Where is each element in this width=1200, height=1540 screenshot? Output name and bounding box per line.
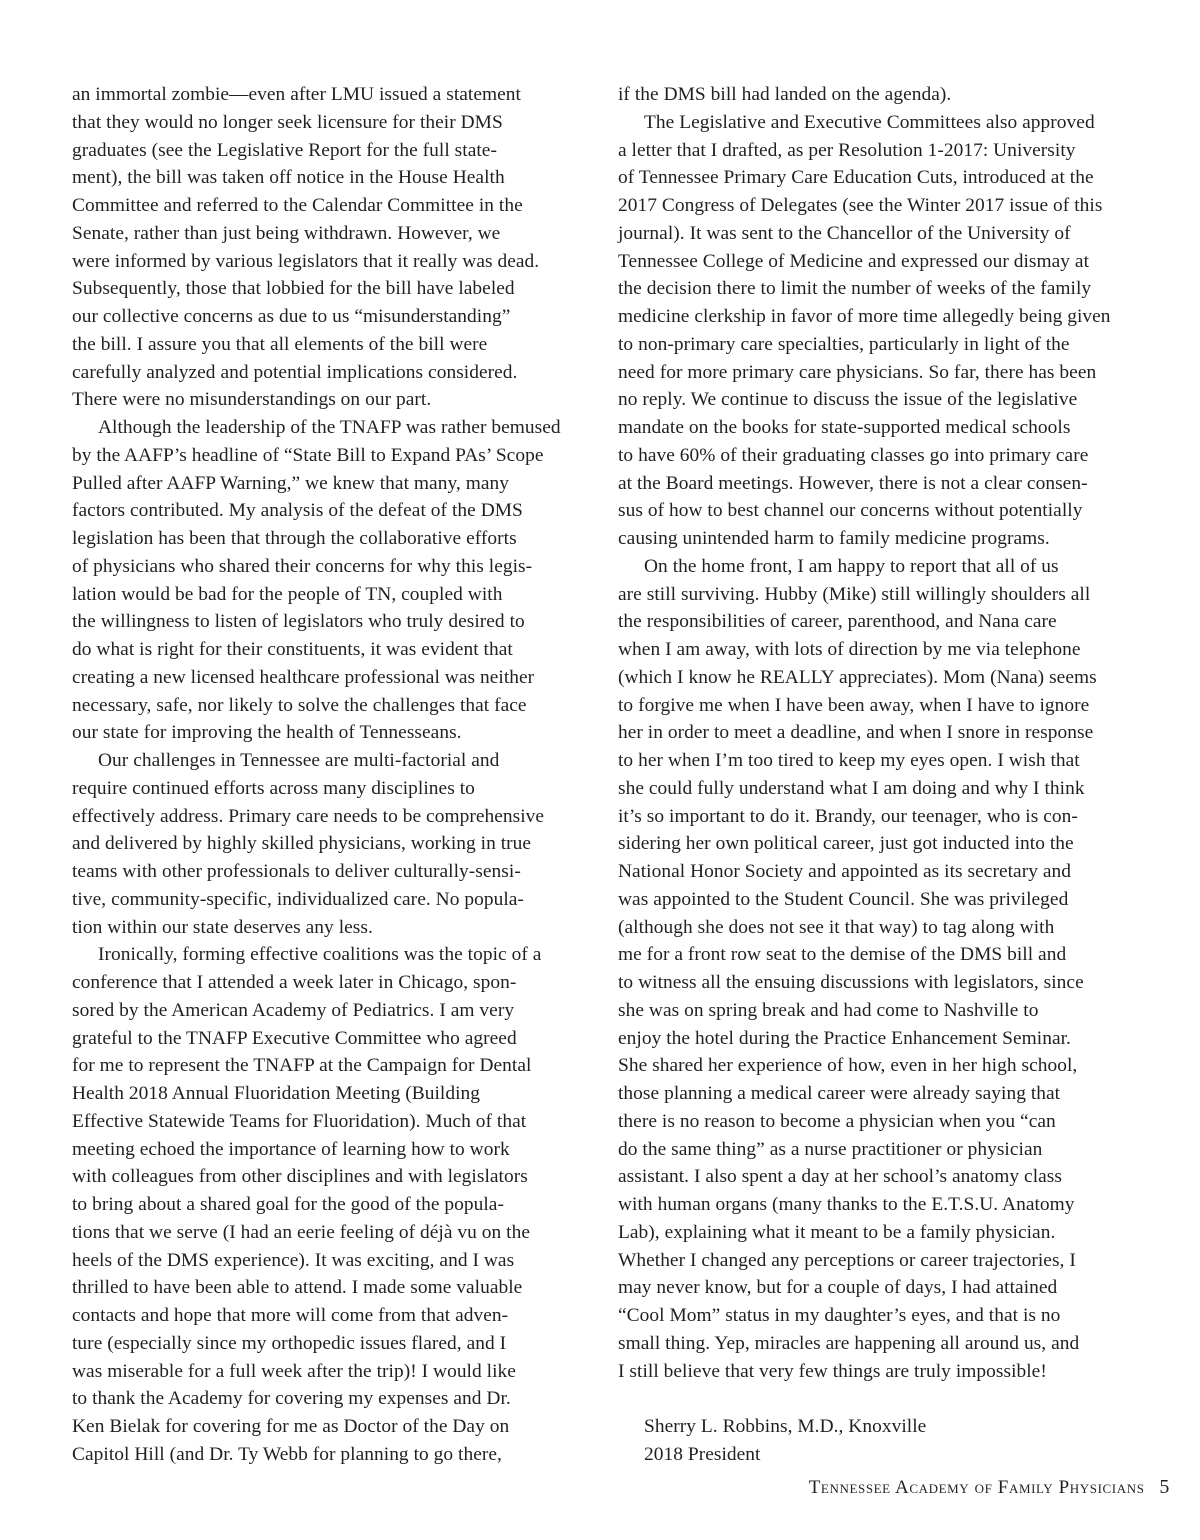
text-line: and delivered by highly skilled physicians, working in true: [72, 833, 532, 855]
text-line: carefully analyzed and potential implications considered.: [72, 361, 518, 383]
text-line: tive, community-specific, individualized care. No popula-: [72, 888, 524, 910]
right-column-body: [618, 81, 1128, 1385]
text-line: are still surviving. Hubby (Mike) still willingly shoulders all: [618, 583, 1091, 605]
text-line: Ironically, forming effective coalitions was the topic of a: [98, 944, 542, 966]
text-line: Although the leadership of the TNAFP was rather bemused: [98, 417, 561, 438]
text-line: legislation has been that through the collaborative efforts: [72, 528, 517, 549]
text-line: assistant. I also spent a day at her school’s anatomy class: [618, 1166, 1062, 1188]
text-line: ture (especially since my orthopedic issues flared, and I: [72, 1332, 507, 1354]
text-line: if the DMS bill had landed on the agenda).: [618, 84, 952, 105]
text-line: ment), the bill was taken off notice in the House Health: [72, 167, 505, 189]
text-line: she was on spring break and had come to Nashville to: [618, 999, 1039, 1021]
text-line: Pulled after AAFP Warning,” we knew that many, many: [72, 472, 510, 494]
text-line: to witness all the ensuing discussions with legislators, since: [618, 972, 1084, 993]
text-line: to thank the Academy for covering my expenses and Dr.: [72, 1388, 511, 1410]
text-line: heels of the DMS experience). It was exciting, and I was: [72, 1249, 515, 1271]
text-line: (which I know he REALLY appreciates). Mom (Nana) seems: [618, 666, 1097, 688]
text-line: the responsibilities of career, parenthood, and Nana care: [618, 611, 1057, 633]
text-line: tion within our state deserves any less.: [72, 916, 373, 938]
page-number: 5: [1159, 1476, 1170, 1498]
text-line: Whether I changed any perceptions or career trajectories, I: [618, 1249, 1076, 1271]
text-line: sored by the American Academy of Pediatrics. I am very: [72, 999, 515, 1021]
text-line: causing unintended harm to family medicine programs.: [618, 528, 1050, 549]
text-line: our collective concerns as due to us “misunderstanding”: [72, 306, 511, 327]
text-line: necessary, safe, nor likely to solve the challenges that face: [72, 694, 527, 716]
text-line: sus of how to best channel our concerns without potentially: [618, 500, 1083, 522]
text-line: that they would no longer seek licensure for their DMS: [72, 111, 503, 133]
text-line: for me to represent the TNAFP at the Campaign for Dental: [72, 1055, 532, 1077]
text-line: her in order to meet a deadline, and when I snore in response: [618, 722, 1094, 744]
text-line: the bill. I assure you that all elements of the bill were: [72, 333, 488, 355]
text-line: She shared her experience of how, even in her high school,: [618, 1055, 1078, 1077]
text-line: enjoy the hotel during the Practice Enhancement Seminar.: [618, 1027, 1071, 1049]
text-line: medicine clerkship in favor of more time allegedly being given: [618, 306, 1111, 327]
text-line: may never know, but for a couple of days, I had attained: [618, 1277, 1058, 1299]
text-line: thrilled to have been able to attend. I made some valuable: [72, 1277, 523, 1299]
text-line: tions that we serve (I had an eerie feeling of déjà vu on the: [72, 1221, 531, 1243]
text-line: sidering her own political career, just got inducted into the: [618, 833, 1074, 855]
text-line: me for a front row seat to the demise of the DMS bill and: [618, 944, 1067, 966]
text-line: when I am away, with lots of direction by me via telephone: [618, 639, 1081, 660]
text-line: to her when I’m too tired to keep my eyes open. I wish that: [618, 750, 1080, 771]
text-line: an immortal zombie—even after LMU issued a statement: [72, 84, 521, 105]
text-line: do what is right for their constituents, it was evident that: [72, 639, 513, 660]
signature-title: 2018 President: [644, 1443, 761, 1465]
text-line: to bring about a shared goal for the good of the popula-: [72, 1194, 504, 1215]
text-line: I still believe that very few things are truly impossible!: [618, 1360, 1047, 1382]
text-line: require continued efforts across many disciplines to: [72, 777, 475, 799]
text-line: no reply. We continue to discuss the issue of the legislative: [618, 389, 1078, 411]
text-line: effectively address. Primary care needs to be comprehensive: [72, 805, 545, 827]
text-line: Subsequently, those that lobbied for the bill have labeled: [72, 278, 515, 300]
text-line: Effective Statewide Teams for Fluoridation). Much of that: [72, 1110, 527, 1132]
text-line: Lab), explaining what it meant to be a family physician.: [618, 1221, 1056, 1243]
text-line: 2017 Congress of Delegates (see the Winter 2017 issue of this: [618, 195, 1103, 216]
text-line: our state for improving the health of Tennesseans.: [72, 722, 462, 744]
text-line: meeting echoed the importance of learning how to work: [72, 1138, 510, 1160]
footer-organization: Tennessee Academy of Family Physicians: [808, 1477, 1145, 1498]
right-column: [618, 81, 1128, 1469]
text-line: there is no reason to become a physician when you “can: [618, 1110, 1056, 1132]
text-line: with colleagues from other disciplines and with legislators: [72, 1166, 528, 1188]
text-line: Tennessee College of Medicine and expressed our dismay at: [618, 250, 1090, 272]
text-line: (although she does not see it that way) to tag along with: [618, 916, 1055, 938]
text-line: Our challenges in Tennessee are multi-factorial and: [98, 750, 500, 771]
text-line: with human organs (many thanks to the E.T.S.U. Anatomy: [618, 1194, 1075, 1215]
text-line: “Cool Mom” status in my daughter’s eyes, and that is no: [618, 1305, 1061, 1326]
text-line: was miserable for a full week after the trip)! I would like: [72, 1360, 516, 1382]
text-line: those planning a medical career were already saying that: [618, 1083, 1061, 1104]
text-line: Ken Bielak for covering for me as Doctor of the Day on: [72, 1416, 510, 1437]
text-line: contacts and hope that more will come from that adven-: [72, 1305, 509, 1326]
text-line: were informed by various legislators that it really was dead.: [72, 250, 540, 272]
text-line: of Tennessee Primary Care Education Cuts, introduced at the: [618, 167, 1094, 189]
text-line: need for more primary care physicians. So far, there has been: [618, 361, 1097, 383]
text-line: a letter that I drafted, as per Resolution 1-2017: University: [618, 139, 1076, 161]
text-line: she could fully understand what I am doing and why I think: [618, 777, 1085, 799]
text-line: Capitol Hill (and Dr. Ty Webb for planning to go there,: [72, 1443, 502, 1465]
text-line: factors contributed. My analysis of the defeat of the DMS: [72, 500, 523, 522]
text-line: National Honor Society and appointed as its secretary and: [618, 861, 1072, 882]
text-line: do the same thing” as a nurse practitioner or physician: [618, 1138, 1043, 1160]
signature-block: [618, 1413, 1128, 1469]
text-line: teams with other professionals to deliver culturally-sensi-: [72, 861, 521, 882]
text-line: Committee and referred to the Calendar Committee in the: [72, 195, 523, 216]
text-line: the decision there to limit the number of weeks of the family: [618, 278, 1092, 300]
text-line: journal). It was sent to the Chancellor of the University of: [618, 222, 1071, 244]
text-line: the willingness to listen of legislators who truly desired to: [72, 611, 525, 633]
text-line: Senate, rather than just being withdrawn. However, we: [72, 222, 501, 244]
left-column: [72, 81, 580, 1469]
text-line: to non-primary care specialties, particularly in light of the: [618, 333, 1070, 355]
text-line: was appointed to the Student Council. She was privileged: [618, 888, 1069, 910]
text-line: Health 2018 Annual Fluoridation Meeting (Building: [72, 1083, 480, 1104]
text-line: On the home front, I am happy to report that all of us: [644, 555, 1059, 577]
text-line: of physicians who shared their concerns for why this legis-: [72, 555, 533, 577]
text-line: graduates (see the Legislative Report for the full state-: [72, 139, 497, 161]
text-line: grateful to the TNAFP Executive Committee who agreed: [72, 1027, 517, 1049]
text-line: to forgive me when I have been away, when I have to ignore: [618, 694, 1090, 716]
text-line: small thing. Yep, miracles are happening all around us, and: [618, 1332, 1080, 1354]
text-line: conference that I attended a week later in Chicago, spon-: [72, 972, 517, 993]
page-footer: [809, 1467, 1170, 1507]
text-line: creating a new licensed healthcare professional was neither: [72, 666, 535, 688]
text-line: mandate on the books for state-supported medical schools: [618, 417, 1071, 438]
signature-name: Sherry L. Robbins, M.D., Knoxville: [644, 1416, 927, 1437]
text-line: it’s so important to do it. Brandy, our teenager, who is con-: [618, 805, 1078, 827]
text-line: at the Board meetings. However, there is not a clear consen-: [618, 472, 1088, 494]
text-line: to have 60% of their graduating classes go into primary care: [618, 444, 1089, 466]
text-line: The Legislative and Executive Committees also approved: [644, 111, 1095, 133]
text-line: by the AAFP’s headline of “State Bill to Expand PAs’ Scope: [72, 444, 544, 466]
text-line: There were no misunderstandings on our part.: [72, 389, 432, 411]
text-line: lation would be bad for the people of TN, coupled with: [72, 583, 503, 605]
